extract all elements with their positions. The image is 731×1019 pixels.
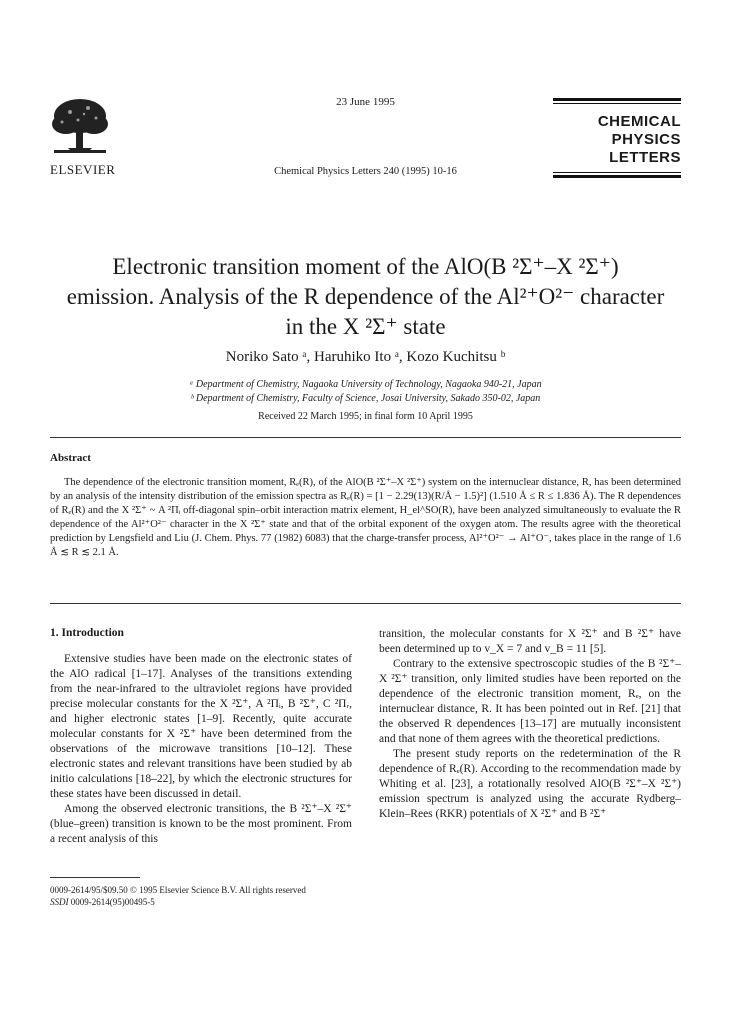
author-list: Noriko Sato ᵃ, Haruhiko Ito ᵃ, Kozo Kuchitsu ᵇ [225, 349, 506, 365]
affiliations [0, 378, 731, 406]
paragraph: Extensive studies have been made on the electronic states of the AlO radical [1–17]. Analyses of the transitions extending from the near-infrared to the ultraviolet regions have provided precise molecular constants for the X ²Σ⁺, A ²Πᵢ, B ²Σ⁺, C ²Πᵣ, and higher electronic states [1–9]. Recently, quite accurate molecular constants for X ²Σ⁺ have been determined from the observations of the microwave transitions [10–12]. These electronic states and relevant transitions have been studied by ab initio calculations [18–22], by which the electronic structures for these states have been discussed in detail. [50, 653, 352, 800]
masthead-line: LETTERS [609, 149, 681, 166]
masthead-rule [553, 98, 681, 101]
paragraph: Contrary to the extensive spectroscopic studies of the B ²Σ⁺–X ²Σ⁺ transition, only limited studies have been reported on the dependence of the electronic transition moment, Rₑ, on the internuclear distance, R. It has been pointed out in Ref. [21] that the observed R dependences [13–17] are mutually inconsistent and that none of them agrees with the theoretical predictions. [379, 658, 681, 745]
masthead-line: PHYSICS [611, 131, 681, 148]
abstract-heading: Abstract [50, 452, 91, 464]
publisher-name: ELSEVIER [50, 162, 116, 177]
masthead-rule [553, 175, 681, 178]
masthead-line: CHEMICAL [597, 113, 681, 130]
title-line: in the X ²Σ⁺ state [285, 314, 446, 339]
section-heading: 1. Introduction [50, 627, 124, 639]
ssdi-label: SSDI [50, 897, 69, 907]
ssdi-number: 0009-2614(95)00495-5 [70, 897, 155, 907]
divider [50, 437, 681, 438]
ssdi-line [50, 897, 155, 907]
issue-date: 23 June 1995 [336, 96, 395, 108]
abstract-text: The dependence of the electronic transition moment, Rₑ(R), of the AlO(B ²Σ⁺–X ²Σ⁺) system on the internuclear distance, R, has been determined by an analysis of the intensity distribution of the emission spectra as Rₑ(R) = [1 − 2.29(13)(R/Å − 1.5)²] (1.510 Å ≤ R ≤ 1.836 Å). The R dependences of Rₑ(R) and the X ²Σ⁺ ~ A ²Πᵢ off-diagonal spin–orbit interaction matrix element, H_el^SO(R), have been analyzed simultaneously to evaluate the R dependence of the Al²⁺O²⁻ character in the X ²Σ⁺ state and that of the orbital exponent of the oxygen atom. The results agree with the theoretical prediction by Lengsfield and Liu (J. Chem. Phys. 77 (1982) 6083) that the charge-transfer process, Al²⁺O²⁻ → Al⁺O⁻, takes place in the range of 1.6 Å ≲ R ≲ 2.1 Å. [50, 477, 681, 558]
journal-reference: Chemical Physics Letters 240 (1995) 10-16 [274, 166, 457, 177]
paragraph: Among the observed electronic transitions, the B ²Σ⁺–X ²Σ⁺ (blue–green) transition is known to be the most prominent. From a recent analysis of this [50, 803, 352, 845]
body-column-right [379, 627, 681, 822]
title-line: Electronic transition moment of the AlO(B ²Σ⁺–X ²Σ⁺) [112, 254, 619, 279]
body-column-left [50, 652, 352, 847]
affiliation: ᵃ Department of Chemistry, Nagaoka University of Technology, Nagaoka 940-21, Japan [189, 379, 542, 390]
masthead-rule [553, 103, 681, 104]
divider [50, 603, 681, 604]
received-date: Received 22 March 1995; in final form 10 April 1995 [258, 411, 473, 422]
affiliation: ᵇ Department of Chemistry, Faculty of Science, Josai University, Sakado 350-02, Japan [190, 393, 541, 404]
paragraph: transition, the molecular constants for X ²Σ⁺ and B ²Σ⁺ have been determined up to v_X = 7 and v_B = 11 [5]. [379, 628, 681, 655]
copyright-line: 0009-2614/95/$09.50 © 1995 Elsevier Science B.V. All rights reserved [50, 885, 306, 895]
paragraph: The present study reports on the redetermination of the R dependence of Rₑ(R). According to the recommendation made by Whiting et al. [23], a rotationally resolved AlO(B ²Σ⁺–X ²Σ⁺) emission spectrum is analyzed using the accurate Rydberg–Klein–Rees (RKR) potentials of X ²Σ⁺ and B ²Σ⁺ [379, 748, 681, 820]
article-title [40, 252, 691, 342]
footnote-rule [50, 877, 140, 878]
masthead-rule [553, 172, 681, 173]
title-line: emission. Analysis of the R dependence of the Al²⁺O²⁻ character [66, 284, 665, 309]
